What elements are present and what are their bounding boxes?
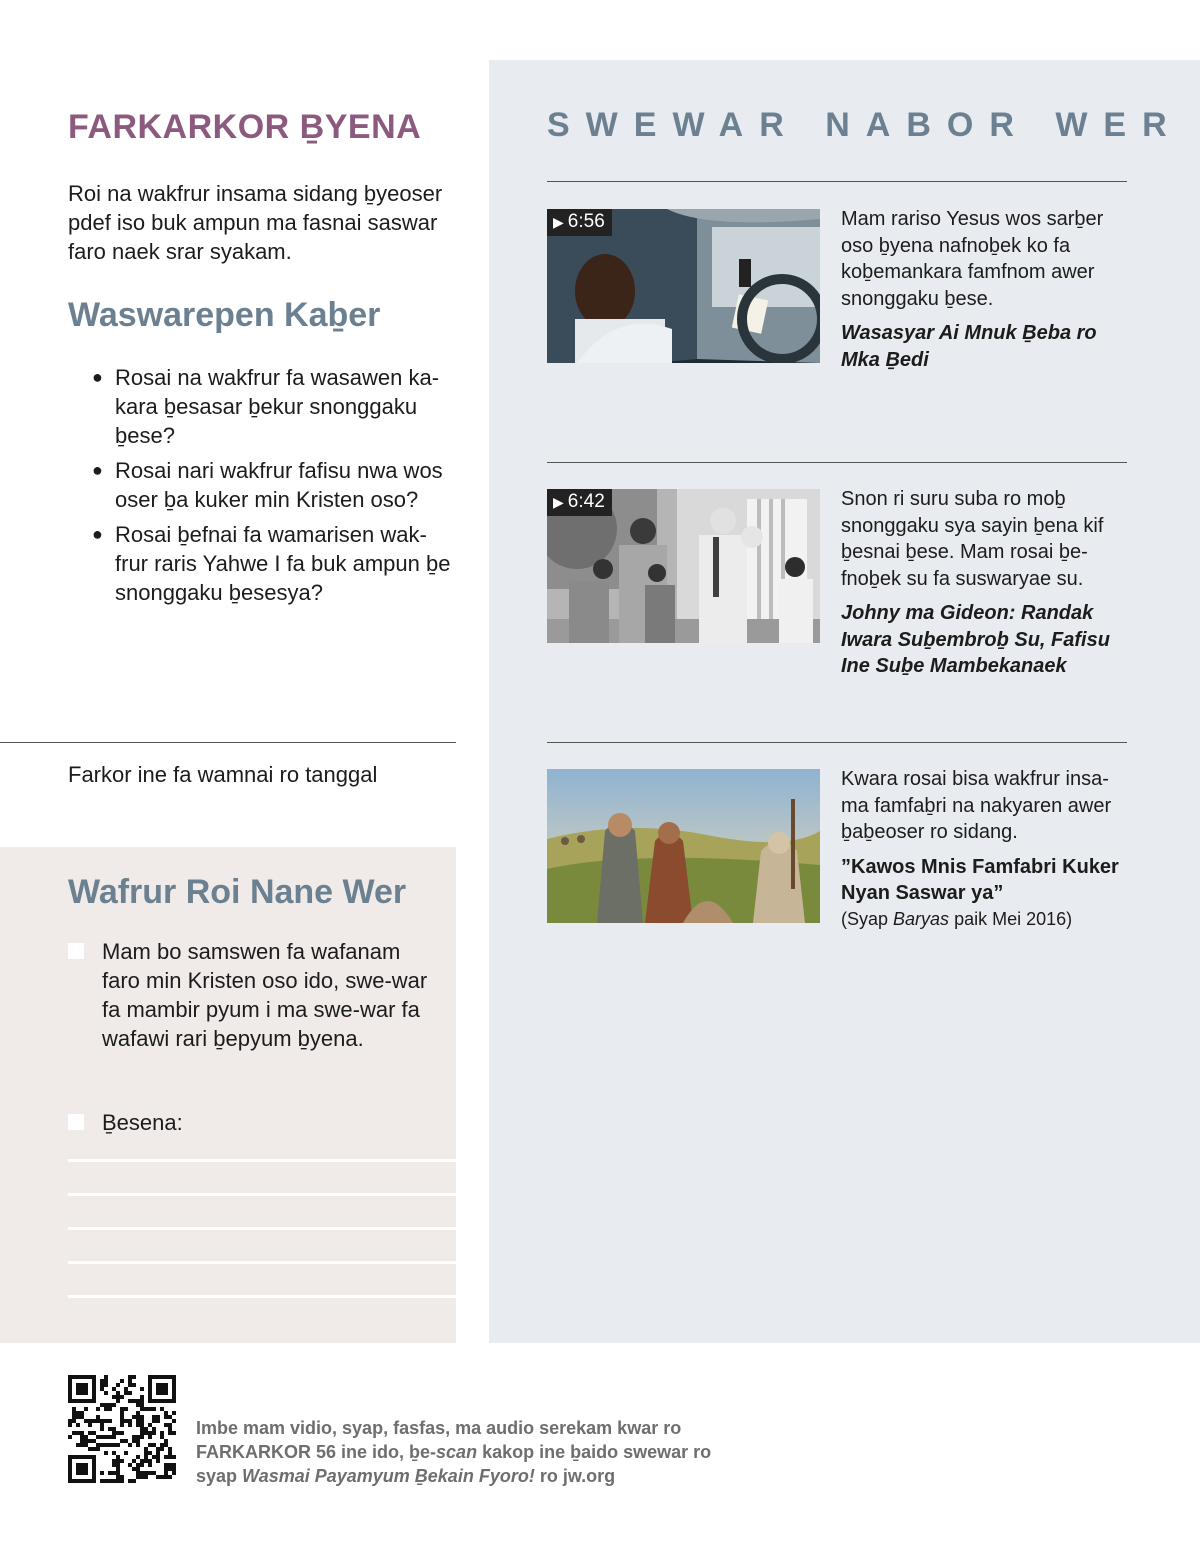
video-thumbnail[interactable] [547, 489, 820, 643]
source-title: Baryas [893, 908, 950, 929]
section-divider [547, 742, 1127, 743]
review-question [68, 363, 458, 450]
explore-item-desc: Kwara rosai bisa wakfrur insa-ma famfaḇri na nakyaren awer ḇaḇeoser ro sidang. [841, 768, 1112, 843]
source-suffix: paik Mei 2016) [949, 908, 1073, 929]
video-duration-badge [547, 489, 612, 516]
video-duration: 6:42 [567, 491, 605, 512]
todo-title: Wafrur Roi Nane Wer [68, 873, 407, 911]
write-line[interactable] [68, 1261, 456, 1264]
biblical-men-image [547, 769, 820, 923]
video-duration: 6:56 [567, 211, 605, 232]
todo-item [68, 937, 428, 1053]
section-divider [547, 181, 1127, 182]
explore-item-text [841, 486, 1131, 680]
explore-item-desc: Mam rariso Yesus wos sarḇer oso ḇyena nafnoḇek ko fa koḇemankara famfnom awer snonggaku ḇese. [841, 208, 1104, 310]
review-question-text: Rosai na wakfrur fa wasawen ka-kara ḇesasar ḇekur snonggaku ḇese? [115, 365, 440, 448]
note-label: Farkor ine fa wamnai ro tanggal [68, 762, 378, 787]
todo-item-other [68, 1108, 428, 1137]
checkbox-icon[interactable] [68, 1114, 84, 1130]
explore-item-link[interactable]: Johny ma Gideon: Randak Iwara Suḇembroḇ Su, Fafisu Ine Suḇe Mambekanaek [841, 602, 1110, 677]
bullet-icon: ● [92, 460, 103, 480]
review-question [68, 456, 458, 514]
footer-text [196, 1416, 716, 1488]
write-line[interactable] [68, 1227, 456, 1230]
bullet-icon: ● [92, 367, 103, 387]
review-question-list [68, 363, 458, 607]
section-divider [547, 462, 1127, 463]
explore-item-desc: Snon ri suru suba ro moḇ snonggaku sya sayin ḇena kif ḇesnai ḇese. Mam rosai ḇe-fnoḇek su fa suswaryae su. [841, 488, 1104, 590]
explore-item-link[interactable]: ”Kawos Mnis Famfabri Kuker Nyan Saswar ya” [841, 855, 1119, 904]
article-thumbnail[interactable] [547, 769, 820, 923]
explore-item-text [841, 766, 1131, 931]
summary-title: FARKARKOR ḆYENA [68, 108, 422, 146]
review-section [68, 296, 458, 613]
todo-item-text: Mam bo samswen fa wafanam faro min Kristen oso ido, swe-war fa mambir pyum i ma swe-war fa wafawi rari ḇepyum ḇyena. [102, 939, 428, 1051]
explore-title: SWEWAR NABOR WER [547, 106, 1183, 144]
review-title: Waswarepen Kaḇer [68, 296, 381, 334]
review-question [68, 520, 458, 607]
checkbox-icon[interactable] [68, 943, 84, 959]
footer-text-scan: scan [436, 1442, 478, 1462]
review-question-text: Rosai nari wakfrur fafisu nwa wos oser ḇa kuker min Kristen oso? [115, 458, 443, 512]
write-line[interactable] [68, 1159, 456, 1162]
qr-code-icon[interactable] [68, 1375, 176, 1483]
video-duration-badge [547, 209, 612, 236]
review-question-text: Rosai ḇefnai fa wamarisen wak-frur raris Yahwe I fa buk ampun ḇe snonggaku ḇesesya? [115, 522, 451, 605]
explore-item-source [841, 907, 1131, 931]
explore-item-text [841, 206, 1131, 373]
footer-publication-title: Wasmai Payamyum Ḇekain Fyoro! [242, 1466, 535, 1486]
write-line[interactable] [68, 1193, 456, 1196]
footer-text-1: Imbe mam vidio, syap, fasfas, ma audio serekam kwar ro FARKARKOR 56 ine ido, ḇe- [196, 1418, 682, 1462]
play-icon: ▶ [553, 494, 564, 510]
play-icon: ▶ [553, 214, 564, 230]
footer-text-2: kakop ine ḇaido swewar ro syap [196, 1442, 712, 1486]
todo-panel [0, 847, 456, 1343]
bullet-icon: ● [92, 524, 103, 544]
explore-item-link[interactable]: Wasasyar Ai Mnuk Ḇeba ro Mka Ḇedi [841, 322, 1097, 371]
summary-text: Roi na wakfrur insama sidang ḇyeoser pdef iso buk ampun ma fasnai saswar faro naek srar syakam. [68, 181, 443, 264]
video-thumbnail[interactable] [547, 209, 820, 363]
summary-section [68, 108, 458, 266]
footer-text-3: ro jw.org [534, 1466, 616, 1486]
source-prefix: (Syap [841, 908, 894, 929]
todo-item-text: Ḇesena: [102, 1110, 183, 1135]
write-line[interactable] [68, 1295, 456, 1298]
section-divider [0, 742, 456, 743]
